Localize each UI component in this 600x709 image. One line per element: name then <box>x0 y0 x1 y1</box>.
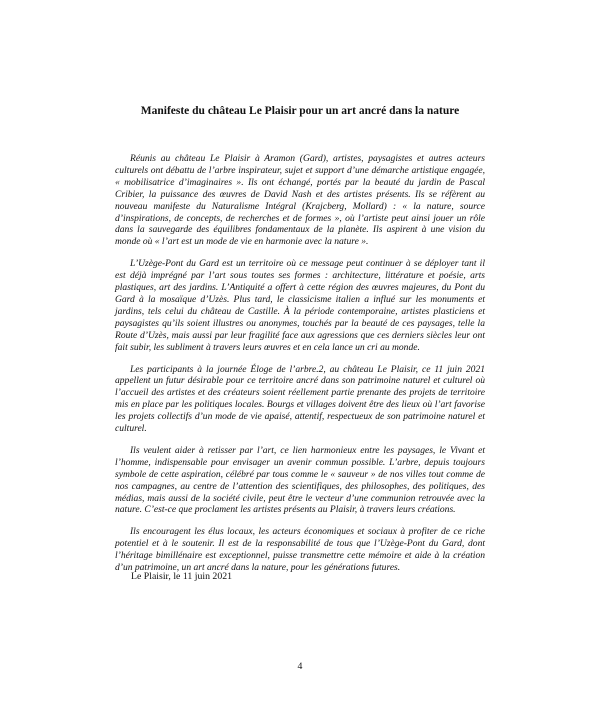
paragraph-tree: Ils veulent aider à retisser par l’art, ce lien harmonieux entre les paysages, le Vivant et l’homme, indispensable pour envisager un avenir commun possible. L’arbre, depuis toujours symbole de cette aspiration, célébré par tous comme le « sauveur » de nos villes tout comme de nos campagnes, au centre de l’attention des scientifiques, des philosophes, des politiques, des médias, mais aussi de la société civile, peut être le vecteur d’une communion retrouvée avec la nature. C’est-ce que proclament les artistes présents au Plaisir, à travers leurs créations. <box>115 444 485 516</box>
page-number: 4 <box>297 661 303 672</box>
signature-line: Le Plaisir, le 11 juin 2021 <box>131 571 233 582</box>
paragraph-territory: L’Uzège-Pont du Gard est un territoire où ce message peut continuer à se déployer tant il est déjà imprégné par l’art sous toutes ses formes : architecture, littérature et poésie, arts plastiques, art des jardins. L’Antiquité a offert à cette région des œuvres majeures, du Pont du Gard à la mosaïque d’Uzès. Plus tard, le classicisme italien a influé sur les monuments et jardins, tels celui du château de Castille. À la période contemporaine, artistes plasticiens et paysagistes qu’ils soient illustres ou anonymes, touchés par la beauté de ces paysages, telle la Route d’Uzès, mais aussi par leur fragilité face aux agressions que ces derniers siècles leur ont fait subir, les subliment à travers leurs œuvres et en cela lance un cri au monde. <box>115 258 485 353</box>
paragraph-encouragement: Ils encouragent les élus locaux, les acteurs économiques et sociaux à profiter de ce riche potentiel et à le soutenir. Il est de la responsabilité de tous que l’Uzège-Pont du Gard, dont l’héritage bimillénaire est exceptionnel, puisse transmettre cette mémoire et aide à la création d’un patrimoine, un art ancré dans la nature, pour les générations futures. <box>115 526 485 574</box>
document-title: Manifeste du château Le Plaisir pour un art ancré dans la nature <box>140 105 460 117</box>
paragraph-participants: Les participants à la journée Éloge de l’arbre.2, au château Le Plaisir, ce 11 juin 2021 appellent un futur désirable pour ce territoire ancré dans son patrimoine naturel et culturel où l’accueil des artistes et des créateurs soient réellement partie prenante des projets de territoire mis en place par les politiques locales. Bourgs et villages doivent être des lieux où l’art favorise les projets collectifs d’un mode de vie apaisé, attentif, respectueux de son patrimoine naturel et culturel. <box>115 363 485 435</box>
paragraph-intro: Réunis au château Le Plaisir à Aramon (Gard), artistes, paysagistes et autres acteurs culturels ont débattu de l’arbre inspirateur, sujet et support d’une démarche artistique engagée, « mobilisatrice d’imaginaires ». Ils ont échangé, portés par la beauté du jardin de Pascal Cribier, la puissance des œuvres de David Nash et des artistes présents. Ils se réfèrent au nouveau manifeste du Naturalisme Intégral (Krajcberg, Mollard) : « la nature, source d’inspirations, de concepts, de recherches et de formes », où l’artiste peut ainsi jouer un rôle dans la sauvegarde des équilibres fondamentaux de la planète. Ils aspirent à une vision du monde où « l’art est un mode de vie en harmonie avec la nature ». <box>115 153 485 248</box>
document-body <box>115 153 485 584</box>
